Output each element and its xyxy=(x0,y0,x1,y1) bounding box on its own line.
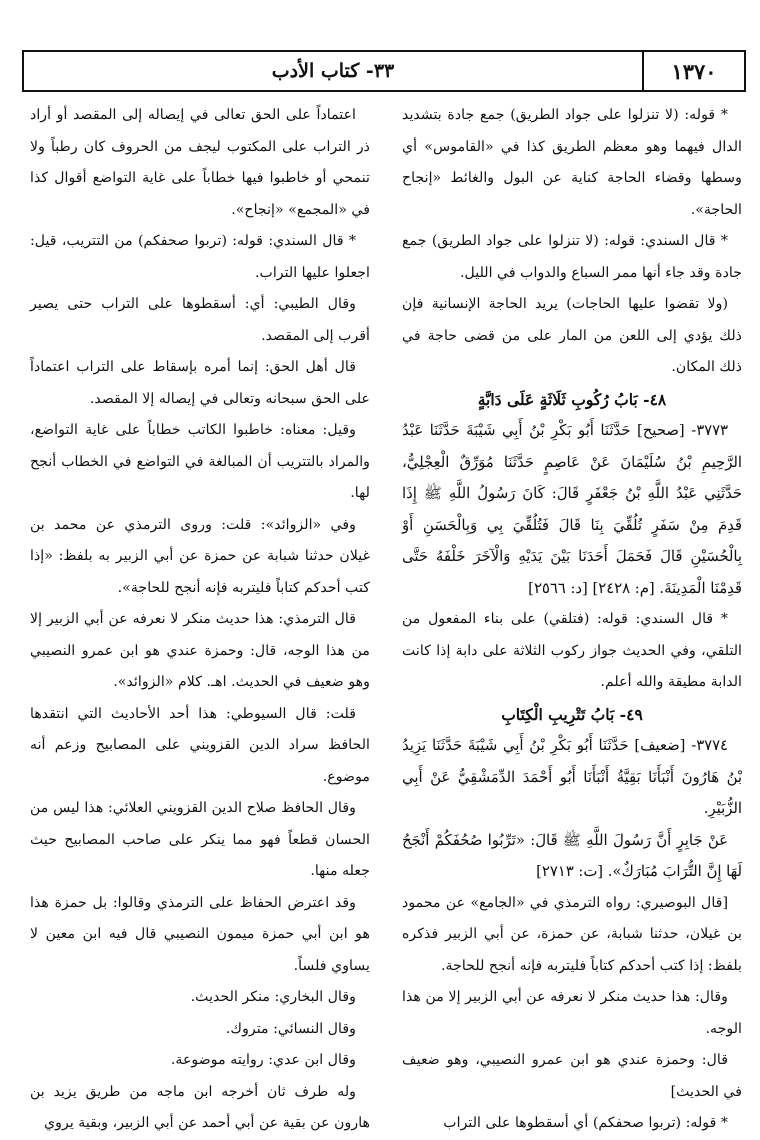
paragraph: وقال النسائي: متروك. xyxy=(225,1020,356,1037)
paragraph: * قال السندي: قوله: (لا تنزلوا على جواد الطريق) جمع جادة وقد جاء أنها ممر السباع والدواب في الليل. xyxy=(402,233,742,281)
chapter-heading: ٤٩- بَابُ تَتْرِيبِ الْكِتَابِ xyxy=(501,704,643,724)
paragraph: وقال الحافظ صلاح الدين القزويني العلائي: هذا ليس من الحسان قطعاً فهو مما ينكر على صاحب المصابيح حيث جعله منها. xyxy=(30,800,370,879)
chapter-heading: ٤٨- بَابُ رُكُوبِ ثَلَاثَةٍ عَلَى دَابَّةٍ xyxy=(477,389,667,409)
paragraph: وقال البخاري: منكر الحديث. xyxy=(190,989,356,1005)
paragraph: [قال البوصيري: رواه الترمذي في «الجامع» عن محمود بن غيلان، حدثنا شبابة، عن حمزة، عن أبي الزبير فذكره بلفظ: إذا كتب أحدكم كتاباً فليتربه فإنه أنجح للحاجة. xyxy=(402,894,742,974)
paragraph: وقال ابن عدي: روايته موضوعة. xyxy=(170,1052,356,1068)
paragraph: * قوله: (لا تنزلوا على جواد الطريق) جمع جادة بتشديد الدال فيهما وهو معظم الطريق كذا في «القاموس» أي وسطها وقضاء الحاجة كناية عن البول والغائط «إنجاح الحاجة». xyxy=(402,107,742,218)
hadith-text: عَنْ جَابِرٍ أَنَّ رَسُولَ اللَّهِ ﷺ قَالَ: «تَرِّبُوا صُحُفَكُمْ أَنْجَحُ لَهَا إِنَّ التُّرَابَ مُبَارَكٌ». [ت: ٢٧١٣] xyxy=(402,831,742,880)
page-header xyxy=(22,50,746,92)
paragraph: وفي «الزوائد»: قلت: وروى الترمذي عن محمد بن غيلان حدثنا شبابة عن حمزة عن أبي الزبير به بلفظ: «إذا كتب أحدكم كتاباً فليتربه فإنه أنجح للحاجة». xyxy=(30,516,370,596)
page-number: ١٣٧٠ xyxy=(642,52,744,90)
hadith-text: ٣٧٧٣- [صحيح] حَدَّثَنَا أَبُو بَكْرِ بْنُ أَبِي شَيْبَةَ حَدَّثَنَا عَبْدُ الرَّحِيمِ بْنُ سُلَيْمَانَ عَنْ عَاصِمٍ حَدَّثَنَا مُوَرِّقٌ الْعِجْلِيُّ، حَدَّثَنِي عَبْدُ اللَّهِ بْنُ جَعْفَرٍ قَالَ: كَانَ رَسُولُ اللَّهِ ﷺ إِذَا قَدِمَ مِنْ سَفَرٍ تُلُقِّيَ بِنَا قَالَ فَتُلُقِّيَ بِي وَبِالْحَسَنِ أَوْ بِالْحُسَيْنِ قَالَ فَحَمَلَ أَحَدَنَا بَيْنَ يَدَيْهِ وَالْآخَرَ خَلْفَهُ حَتَّى قَدِمْنَا الْمَدِينَةَ. [م: ٢٤٢٨] [د: ٢٥٦٦] xyxy=(402,422,742,597)
paragraph: * قوله: (تربوا صحفكم) أي أسقطوها على التراب xyxy=(443,1115,728,1131)
book-title: ٣٣- كتاب الأدب xyxy=(271,60,395,82)
paragraph: قال: وحمزة عندي هو ابن عمرو النصيبي، وهو ضعيف في الحديث] xyxy=(402,1052,742,1100)
left-column xyxy=(30,100,370,1140)
paragraph: وقال الطيبي: أي: أسقطوها على التراب حتى يصير أقرب إلى المقصد. xyxy=(30,296,370,344)
paragraph: وقد اعترض الحفاظ على الترمذي وقالوا: بل حمزة هذا هو ابن أبي حمزة ميمون النصيبي قال فيه ابن معين لا يساوي فلساً. xyxy=(30,894,370,974)
paragraph: وقيل: معناه: خاطبوا الكاتب خطاباً على غاية التواضع، والمراد بالتتريب أن المبالغة في التواضع في الخطاب أنجح لها. xyxy=(30,422,370,501)
paragraph: قال الترمذي: هذا حديث منكر لا نعرفه عن أبي الزبير إلا من هذا الوجه، قال: وحمزة عندي هو ابن عمرو النصيبي وهو ضعيف في الحديث. اهـ. كلام «الزوائد». xyxy=(30,611,370,690)
right-column xyxy=(402,100,742,1140)
paragraph: وله طرف ثان أخرجه ابن ماجه من طريق يزيد بن هارون عن بقية عن أبي أحمد عن أبي الزبير، وبقية يروي xyxy=(30,1083,370,1131)
paragraph: قال أهل الحق: إنما أمره بإسقاط على التراب اعتماداً على الحق سبحانه وتعالى في إيصاله إلا المقصد. xyxy=(30,359,370,407)
paragraph: اعتماداً على الحق تعالى في إيصاله إلى المقصد أو أراد ذر التراب على المكتوب ليجف من الحروف كان رطباً ولا تنمحي أو خاطبوا فيها خطاباً على غاية التواضع أقوال كذا في «المجمع» «إنجاح». xyxy=(30,107,370,218)
paragraph: (ولا تقضوا عليها الحاجات) يريد الحاجة الإنسانية فإن ذلك يؤدي إلى اللعن من المار على من قضى حاجة في ذلك المكان. xyxy=(402,296,742,375)
paragraph: قلت: قال السيوطي: هذا أحد الأحاديث التي انتقدها الحافظ سراد الدين القزويني على المصابيح وزعم أنه موضوع. xyxy=(30,705,370,785)
paragraph: وقال: هذا حديث منكر لا نعرفه عن أبي الزبير إلا من هذا الوجه. xyxy=(402,989,742,1037)
paragraph: * قال السندي: قوله: (فتلقي) على بناء المفعول من التلقي، وفي الحديث جواز ركوب الثلاثة على دابة إذا كانت الدابة مطيقة والله أعلم. xyxy=(402,611,742,690)
hadith-text: ٣٧٧٤- [ضعيف] حَدَّثَنَا أَبُو بَكْرِ بْنُ أَبِي شَيْبَةَ حَدَّثَنَا يَزِيدُ بْنُ هَارُونَ أَنْبَأَنَا بَقِيَّةُ أَنْبَأَنَا أَبُو أَحْمَدَ الدِّمَشْقِيُّ عَنْ أَبِي الزُّبَيْرِ. xyxy=(402,737,742,817)
paragraph: * قال السندي: قوله: (تربوا صحفكم) من التتريب، قيل: اجعلوا عليها التراب. xyxy=(30,233,370,281)
